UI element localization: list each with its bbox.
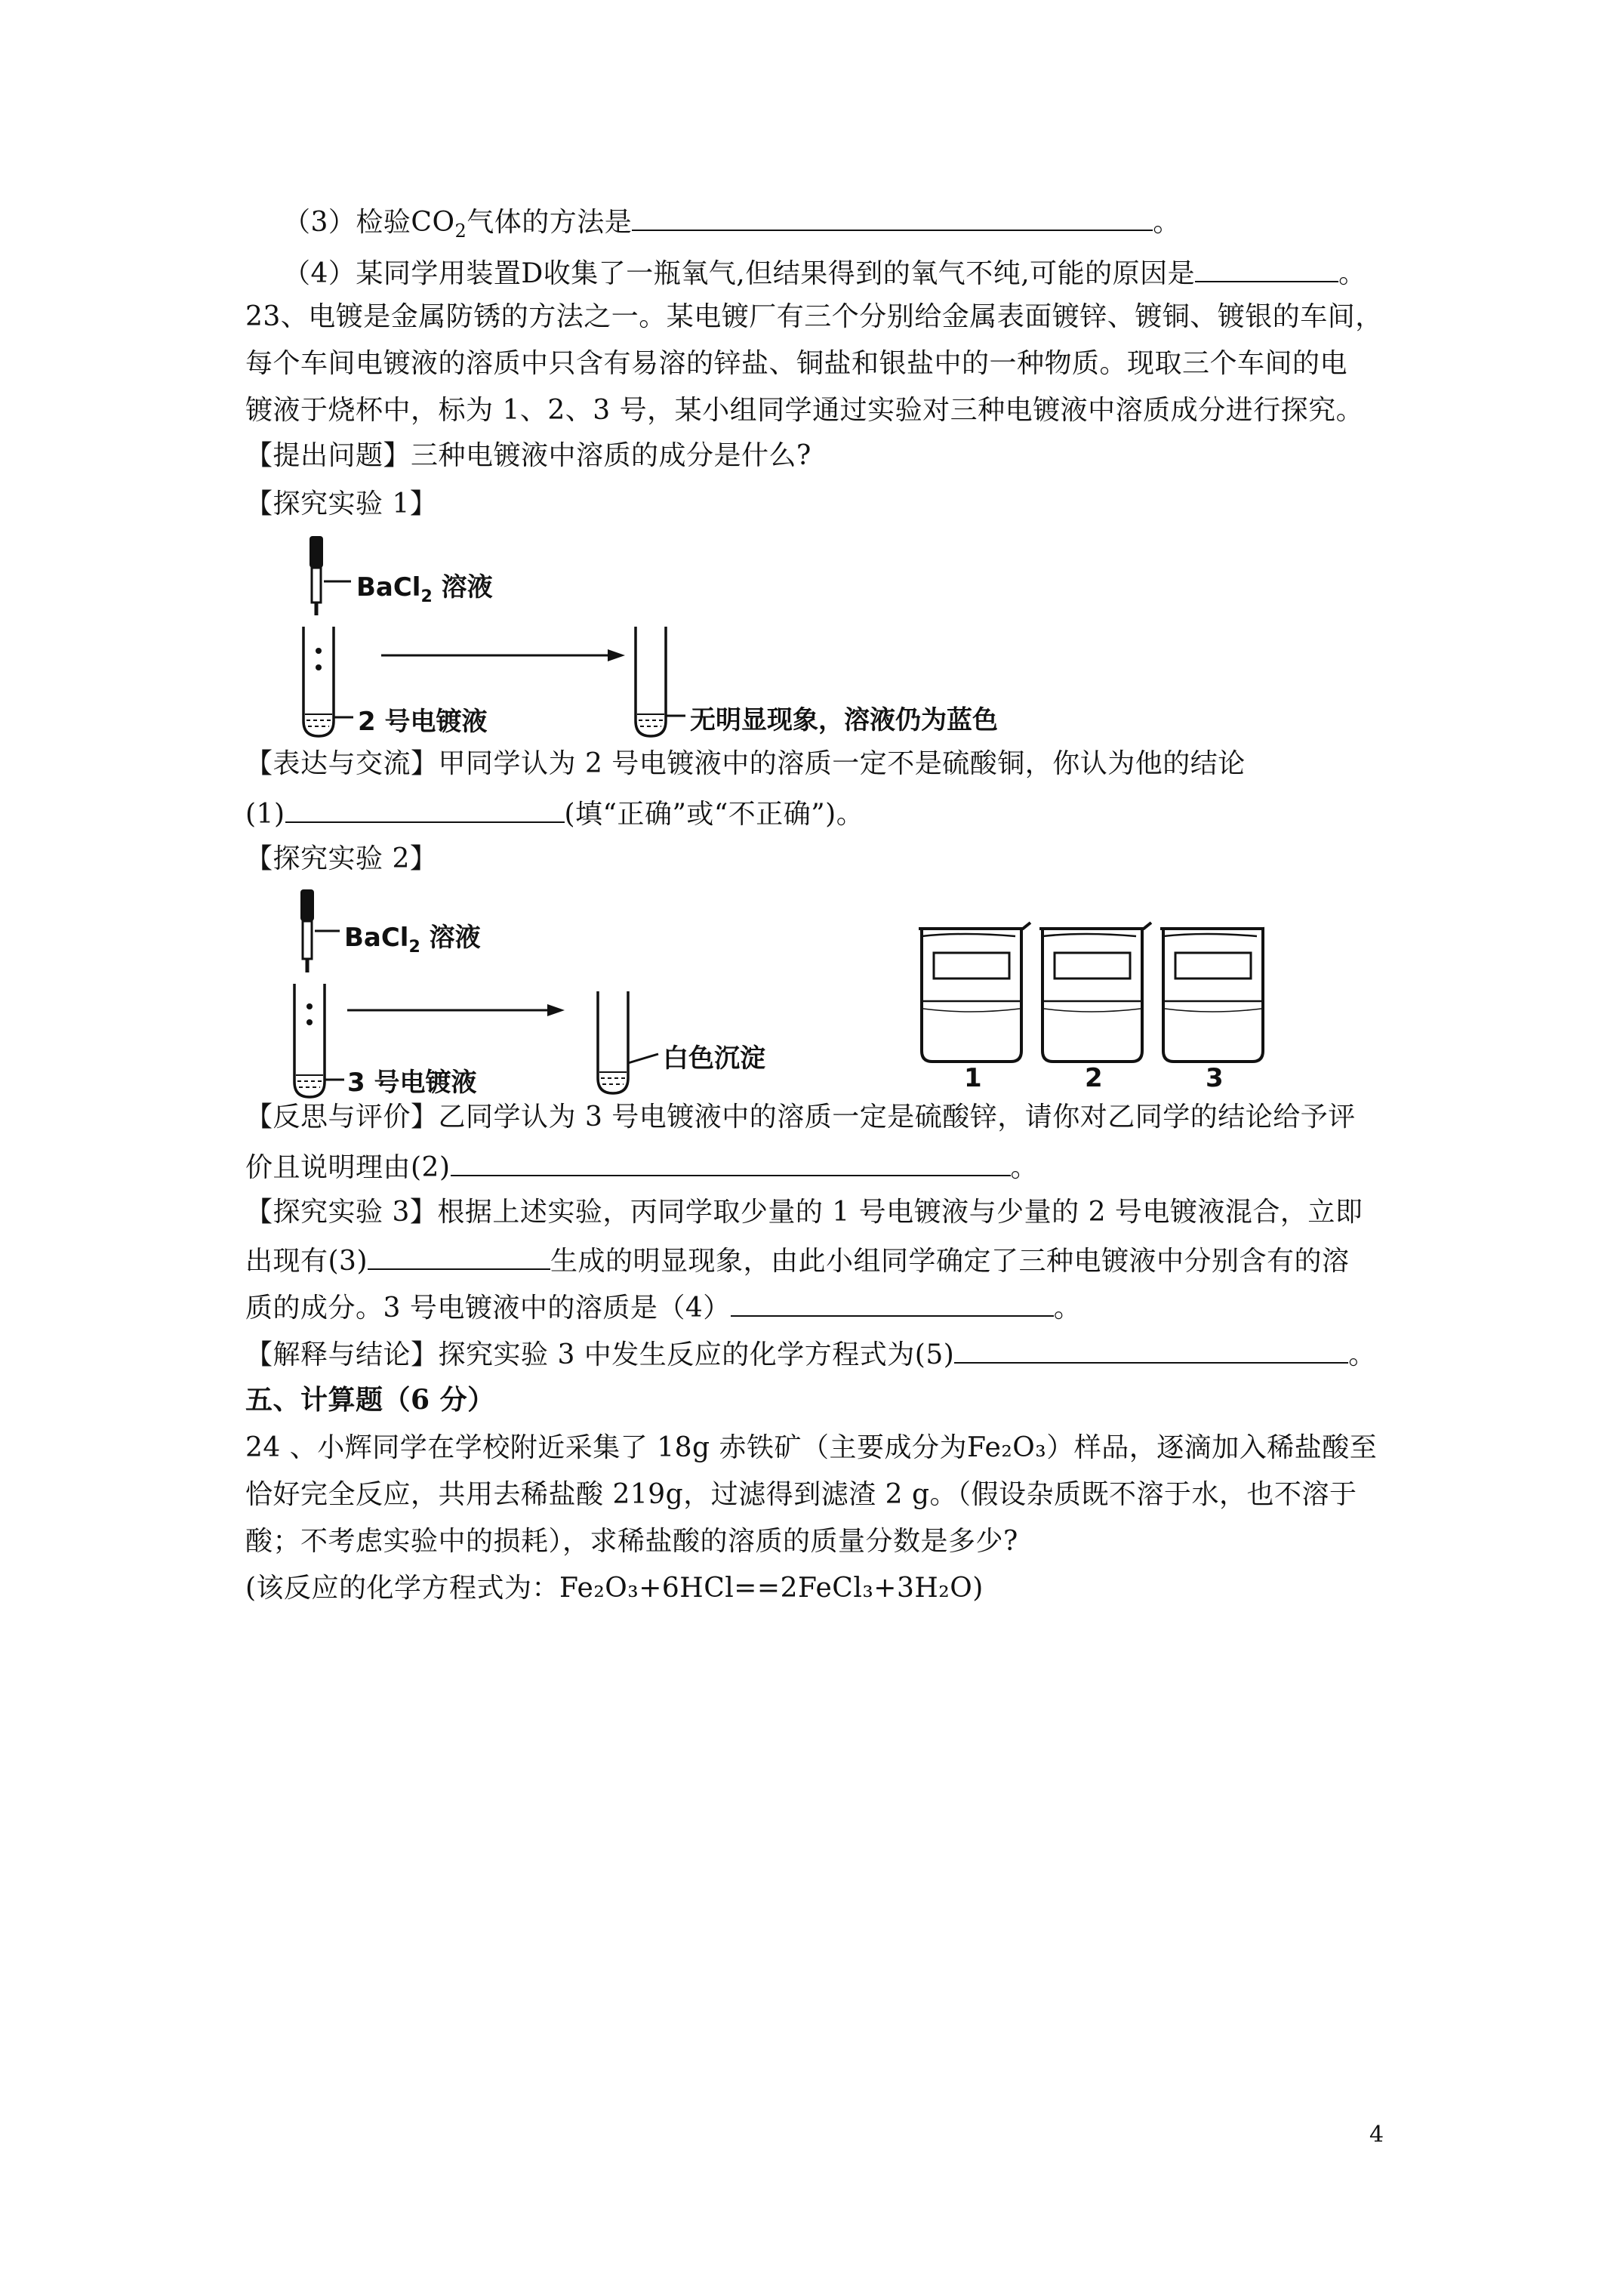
apparatus-letter: D xyxy=(521,258,544,289)
q23-conclusion xyxy=(245,1336,1376,1372)
q24-line2: 恰好完全反应，共用去稀盐酸 219g，过滤得到滤渣 2 g。（假设杂质既不溶于水，也不溶于 xyxy=(245,1479,1357,1510)
beakers-figure xyxy=(917,921,1264,1091)
beaker-2 xyxy=(1039,923,1151,1062)
q23-exp1-title: 【探究实验 1】 xyxy=(245,488,438,519)
q23-express-line2 xyxy=(245,796,864,831)
arrow-head xyxy=(547,1004,565,1016)
exp2-sample-label: 3 号电镀液 xyxy=(347,1068,477,1098)
period: 。 xyxy=(1053,1293,1082,1324)
q23-exp3-line3 xyxy=(245,1290,1081,1325)
q23-express-line1: 【表达与交流】甲同学认为 2 号电镀液中的溶质一定不是硫酸铜，你认为他的结论 xyxy=(245,748,1246,779)
q23-intro-line1: 23、电镀是金属防锈的方法之一。某电镀厂有三个分别给金属表面镀锌、镀铜、镀银的车间， xyxy=(245,301,1383,332)
q22-part3-text2: 气体的方法是 xyxy=(467,207,633,238)
blank-label-4: 质的成分。3 号电镀液中的溶质是（4） xyxy=(245,1293,731,1324)
q23-reflect-line2 xyxy=(245,1149,1038,1185)
q23-exp3-line1: 【探究实验 3】根据上述实验，丙同学取少量的 1 号电镀液与少量的 2 号电镀液混合，立即 xyxy=(245,1197,1363,1228)
answer-blank-5[interactable] xyxy=(954,1336,1348,1364)
q23-exp3-line2 xyxy=(245,1243,1350,1278)
q22-part3 xyxy=(283,204,1181,242)
answer-blank-3[interactable] xyxy=(368,1243,550,1270)
exp2-reagent-label: BaCl$_2$ 溶液 xyxy=(344,923,481,957)
arrow-head xyxy=(608,649,625,661)
q24-line4 xyxy=(245,1572,984,1605)
q24-eq-prefix: (该反应的化学方程式为： xyxy=(245,1573,560,1604)
exp2-result-label: 白色沉淀 xyxy=(663,1043,765,1074)
q24-line1 xyxy=(245,1432,1377,1465)
answer-blank-2[interactable] xyxy=(451,1149,1011,1176)
q22-part3-text: （3）检验 xyxy=(283,207,411,238)
dropper-bulb xyxy=(310,536,323,568)
q24-text: 24 、小辉同学在学校附近采集了 18g 赤铁矿（主要成分为 xyxy=(245,1432,967,1463)
beaker-3 xyxy=(1160,923,1264,1062)
q22-part4-text2: 收集了一瓶氧气,但结果得到的氧气不纯,可能的原因是 xyxy=(543,258,1196,289)
exp1-reagent-label: BaCl$_2$ 溶液 xyxy=(356,572,493,606)
period: 。 xyxy=(1338,258,1366,289)
exp1-result-label: 无明显现象，溶液仍为蓝色 xyxy=(690,705,998,735)
answer-blank-q22-4[interactable] xyxy=(1195,255,1338,282)
beaker-label-3: 3 xyxy=(1206,1063,1224,1093)
page-number: 4 xyxy=(1369,2122,1384,2148)
period: 。 xyxy=(1348,1339,1376,1370)
dropper-bulb xyxy=(300,889,314,921)
q22-part4 xyxy=(283,255,1366,291)
blank-label-2: 价且说明理由(2) xyxy=(245,1152,451,1183)
period: 。 xyxy=(1010,1152,1039,1183)
fill-hint: (填“正确”或“不正确”)。 xyxy=(564,799,864,830)
beaker-label-1: 1 xyxy=(964,1063,982,1093)
answer-blank-q22-3[interactable] xyxy=(632,204,1153,231)
exp1-sample-label: 2 号电镀液 xyxy=(358,707,488,737)
blank-label-5: 【解释与结论】探究实验 3 中发生反应的化学方程式为(5) xyxy=(245,1339,955,1370)
test-tube-left xyxy=(294,984,325,1097)
co2-subscript: 2 xyxy=(454,220,467,242)
q24-line3: 酸；不考虑实验中的损耗），求稀盐酸的溶质的质量分数是多少? xyxy=(245,1526,1018,1557)
blank-label-1: (1) xyxy=(245,799,285,830)
q23-question: 【提出问题】三种电镀液中溶质的成分是什么? xyxy=(245,440,812,471)
fe2o3-formula: Fe₂O₃ xyxy=(967,1432,1047,1463)
q24-eq-suffix: ) xyxy=(972,1573,984,1604)
answer-blank-4[interactable] xyxy=(731,1290,1054,1317)
period: 。 xyxy=(1153,207,1181,238)
blank-label-3: 出现有(3) xyxy=(245,1246,368,1277)
q23-reflect-line1: 【反思与评价】乙同学认为 3 号电镀液中的溶质一定是硫酸锌，请你对乙同学的结论给予评 xyxy=(245,1102,1356,1133)
q23-intro-line2: 每个车间电镀液的溶质中只含有易溶的锌盐、铜盐和银盐中的一种物质。现取三个车间的电 xyxy=(245,348,1348,379)
section-5-title: 五、计算题（6 分） xyxy=(245,1384,495,1416)
exp3-text: 生成的明显现象，由此小组同学确定了三种电镀液中分别含有的溶 xyxy=(550,1246,1350,1277)
co2-formula: CO xyxy=(411,207,455,238)
answer-blank-1[interactable] xyxy=(285,796,565,823)
beaker-1 xyxy=(919,923,1030,1062)
dropper-body xyxy=(312,568,321,603)
dropper-body xyxy=(303,921,312,959)
q22-part4-text: （4）某同学用装置 xyxy=(283,258,522,289)
q23-intro-line3: 镀液于烧杯中，标为 1、2、3 号，某小组同学通过实验对三种电镀液中溶质成分进行探究。 xyxy=(245,395,1364,426)
beakers-diagram xyxy=(917,921,1264,1065)
q24-text2: ）样品，逐滴加入稀盐酸至 xyxy=(1046,1432,1378,1463)
beaker-label-2: 2 xyxy=(1085,1063,1103,1093)
experiment-1-figure xyxy=(287,536,1057,744)
q23-exp2-title: 【探究实验 2】 xyxy=(245,843,438,874)
chemical-equation: Fe₂O₃+6HCl==2FeCl₃+3H₂O xyxy=(559,1573,973,1604)
